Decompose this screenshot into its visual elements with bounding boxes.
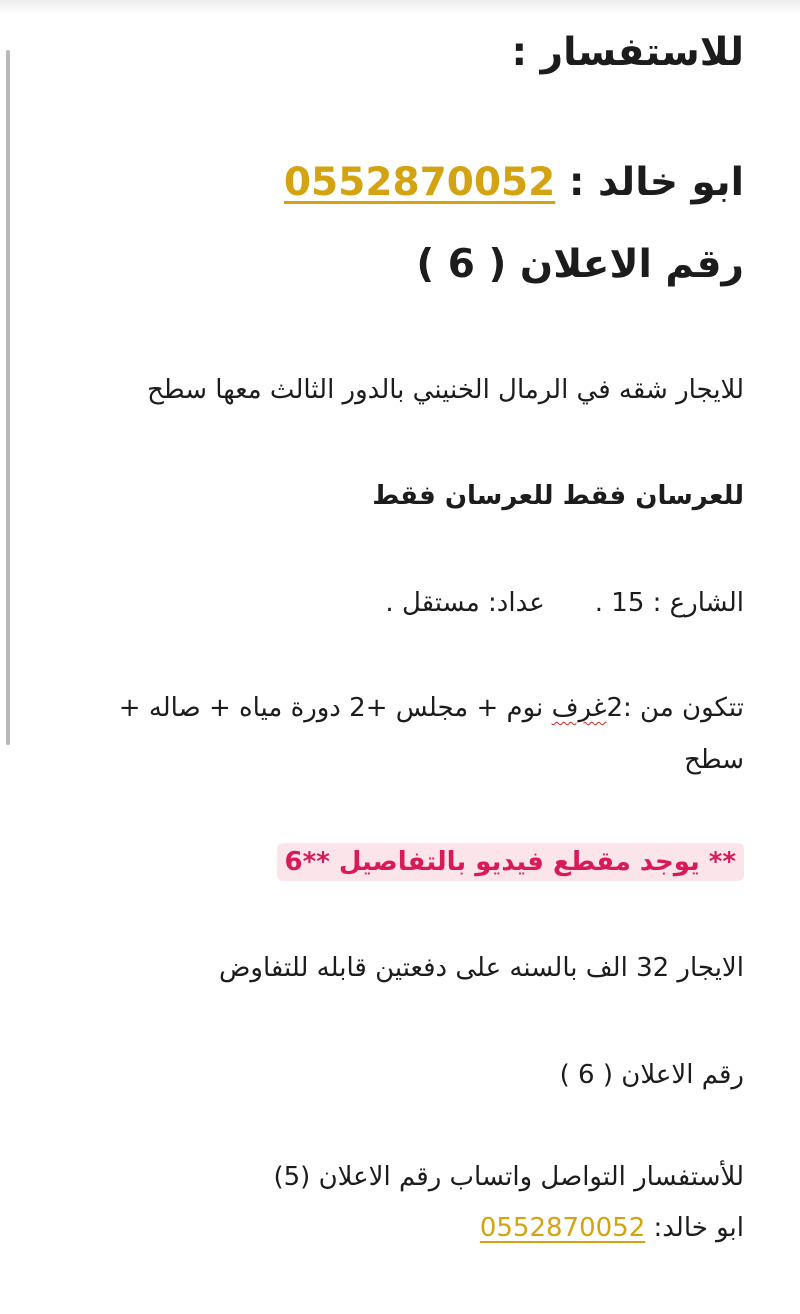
tenant-type: للعرسان فقط للعرسان فقط: [372, 481, 744, 511]
spellcheck-word: غرف: [551, 693, 607, 723]
contact-note: للأستفسار التواصل واتساب رقم الاعلان (5): [273, 1162, 744, 1192]
street-meter-line: [385, 588, 744, 618]
video-note: [277, 843, 745, 881]
contact-line: [480, 1213, 744, 1243]
street-info: الشارع : 15 .: [594, 588, 744, 618]
phone-link-small[interactable]: 0552870052: [479, 1213, 646, 1243]
contact-name-small: ابو خالد:: [653, 1213, 744, 1243]
listing-title: للايجار شقه في الرمال الخنيني بالدور الثالث معها سطح: [147, 375, 744, 405]
top-fade: [0, 0, 800, 14]
contact-name: ابو خالد :: [568, 160, 744, 205]
scrollbar[interactable]: [6, 50, 10, 745]
contact-heading: [284, 160, 744, 205]
price-info: الايجار 32 الف بالسنه على دفعتين قابله للتفاوض: [218, 953, 744, 983]
ad-number-heading: رقم الاعلان ( 6 ): [416, 242, 744, 287]
rooms-line-1: تتكون من :2غرف نوم + مجلس +2 دورة مياه + صاله +: [118, 693, 744, 723]
ad-number: رقم الاعلان ( 6 ): [559, 1060, 744, 1090]
phone-link-large[interactable]: 0552870052: [283, 160, 556, 205]
rooms-line-2: سطح: [684, 745, 744, 775]
video-note-highlight: ** يوجد مقطع فيديو بالتفاصيل **6: [277, 843, 745, 881]
meter-info: عداد: مستقل .: [385, 588, 545, 618]
inquiry-heading: للاستفسار :: [511, 30, 744, 75]
